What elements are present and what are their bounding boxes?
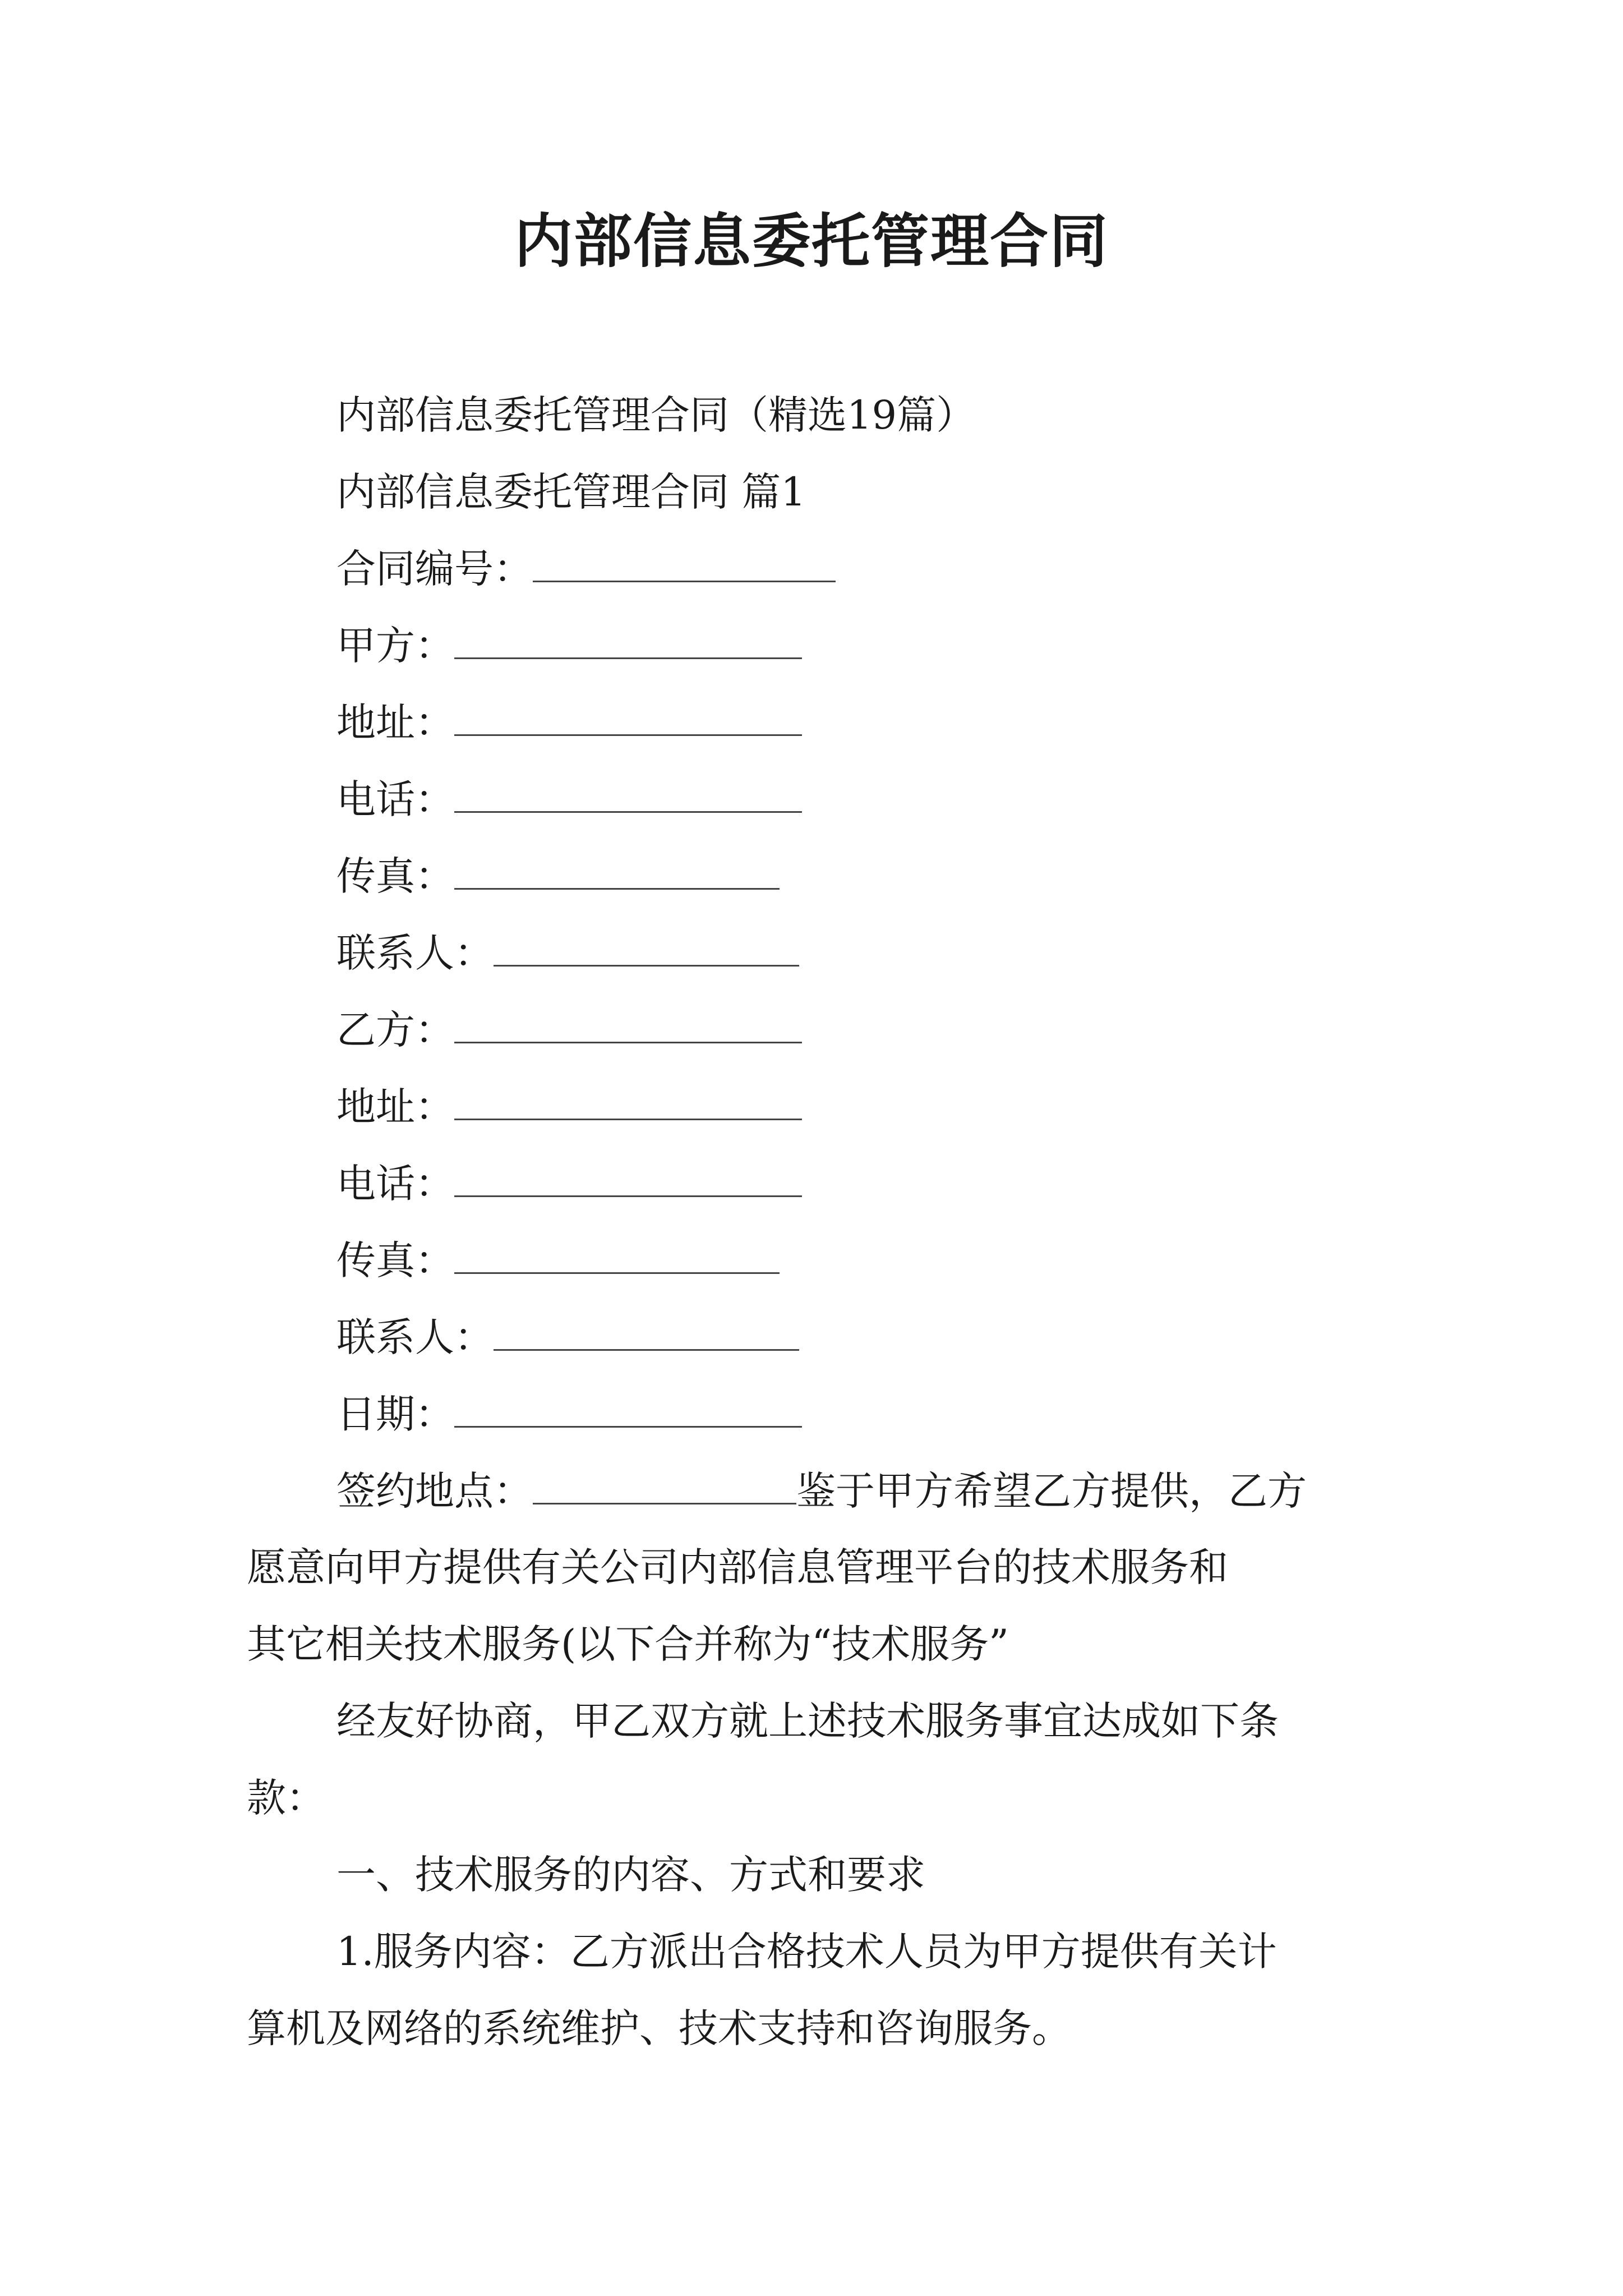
field-label: 乙方： xyxy=(336,1007,454,1053)
field-label: 日期： xyxy=(336,1391,454,1437)
field-row-date xyxy=(336,1386,802,1442)
field-label: 地址： xyxy=(336,700,454,746)
paragraph-text: 鉴于甲方希望乙方提供，乙方 xyxy=(796,1468,1307,1514)
paragraph-line: 算机及网络的系统维护、技术支持和咨询服务。 xyxy=(247,2005,1071,2051)
field-label: 联系人： xyxy=(336,930,494,976)
field-label: 合同编号： xyxy=(336,546,533,592)
clause-heading: 一、技术服务的内容、方式和要求 xyxy=(336,1852,925,1898)
field-blank xyxy=(454,771,802,813)
field-blank xyxy=(454,1232,780,1274)
field-label: 传真： xyxy=(336,853,454,899)
field-blank xyxy=(533,540,836,582)
field-row-contact-b xyxy=(336,1309,799,1365)
paragraph-line: 其它相关技术服务(以下合并称为“技术服务” xyxy=(247,1621,1009,1667)
field-row-address-b xyxy=(336,1078,802,1135)
field-blank xyxy=(454,1001,802,1043)
field-row-fax-b xyxy=(336,1232,780,1289)
field-label: 联系人： xyxy=(336,1314,494,1360)
field-row-contract-number xyxy=(336,540,836,597)
paragraph-line: 经友好协商，甲乙双方就上述技术服务事宜达成如下条 xyxy=(336,1698,1279,1744)
field-row-contact-a xyxy=(336,924,799,981)
paragraph-line: 1.服务内容：乙方派出合格技术人员为甲方提供有关计 xyxy=(336,1929,1277,1975)
field-label: 传真： xyxy=(336,1237,454,1283)
sign-place-label: 签约地点： xyxy=(336,1468,533,1514)
field-blank xyxy=(454,1155,802,1197)
field-blank xyxy=(454,694,802,736)
paragraph-line: 愿意向甲方提供有关公司内部信息管理平台的技术服务和 xyxy=(247,1544,1228,1590)
field-blank xyxy=(454,1078,802,1120)
section-heading: 内部信息委托管理合同 篇1 xyxy=(336,469,806,515)
field-label: 地址： xyxy=(336,1084,454,1130)
field-row-fax-a xyxy=(336,848,780,904)
field-label: 甲方： xyxy=(336,623,454,669)
field-label: 电话： xyxy=(336,1161,454,1207)
field-row-phone-b xyxy=(336,1155,802,1212)
field-blank xyxy=(494,1309,799,1351)
field-row-address-a xyxy=(336,694,802,751)
field-label: 电话： xyxy=(336,776,454,822)
paragraph-line: 款： xyxy=(247,1775,325,1821)
field-blank xyxy=(494,924,799,967)
sign-place-row xyxy=(336,1462,1307,1519)
field-row-party-b xyxy=(336,1001,802,1058)
field-row-phone-a xyxy=(336,771,802,827)
field-row-party-a xyxy=(336,617,802,674)
field-blank xyxy=(454,848,780,890)
field-blank xyxy=(454,617,802,659)
document-subtitle: 内部信息委托管理合同（精选19篇） xyxy=(336,392,976,438)
sign-place-blank xyxy=(533,1462,796,1504)
document-title: 内部信息委托管理合同 xyxy=(514,206,1109,275)
field-blank xyxy=(454,1386,802,1428)
